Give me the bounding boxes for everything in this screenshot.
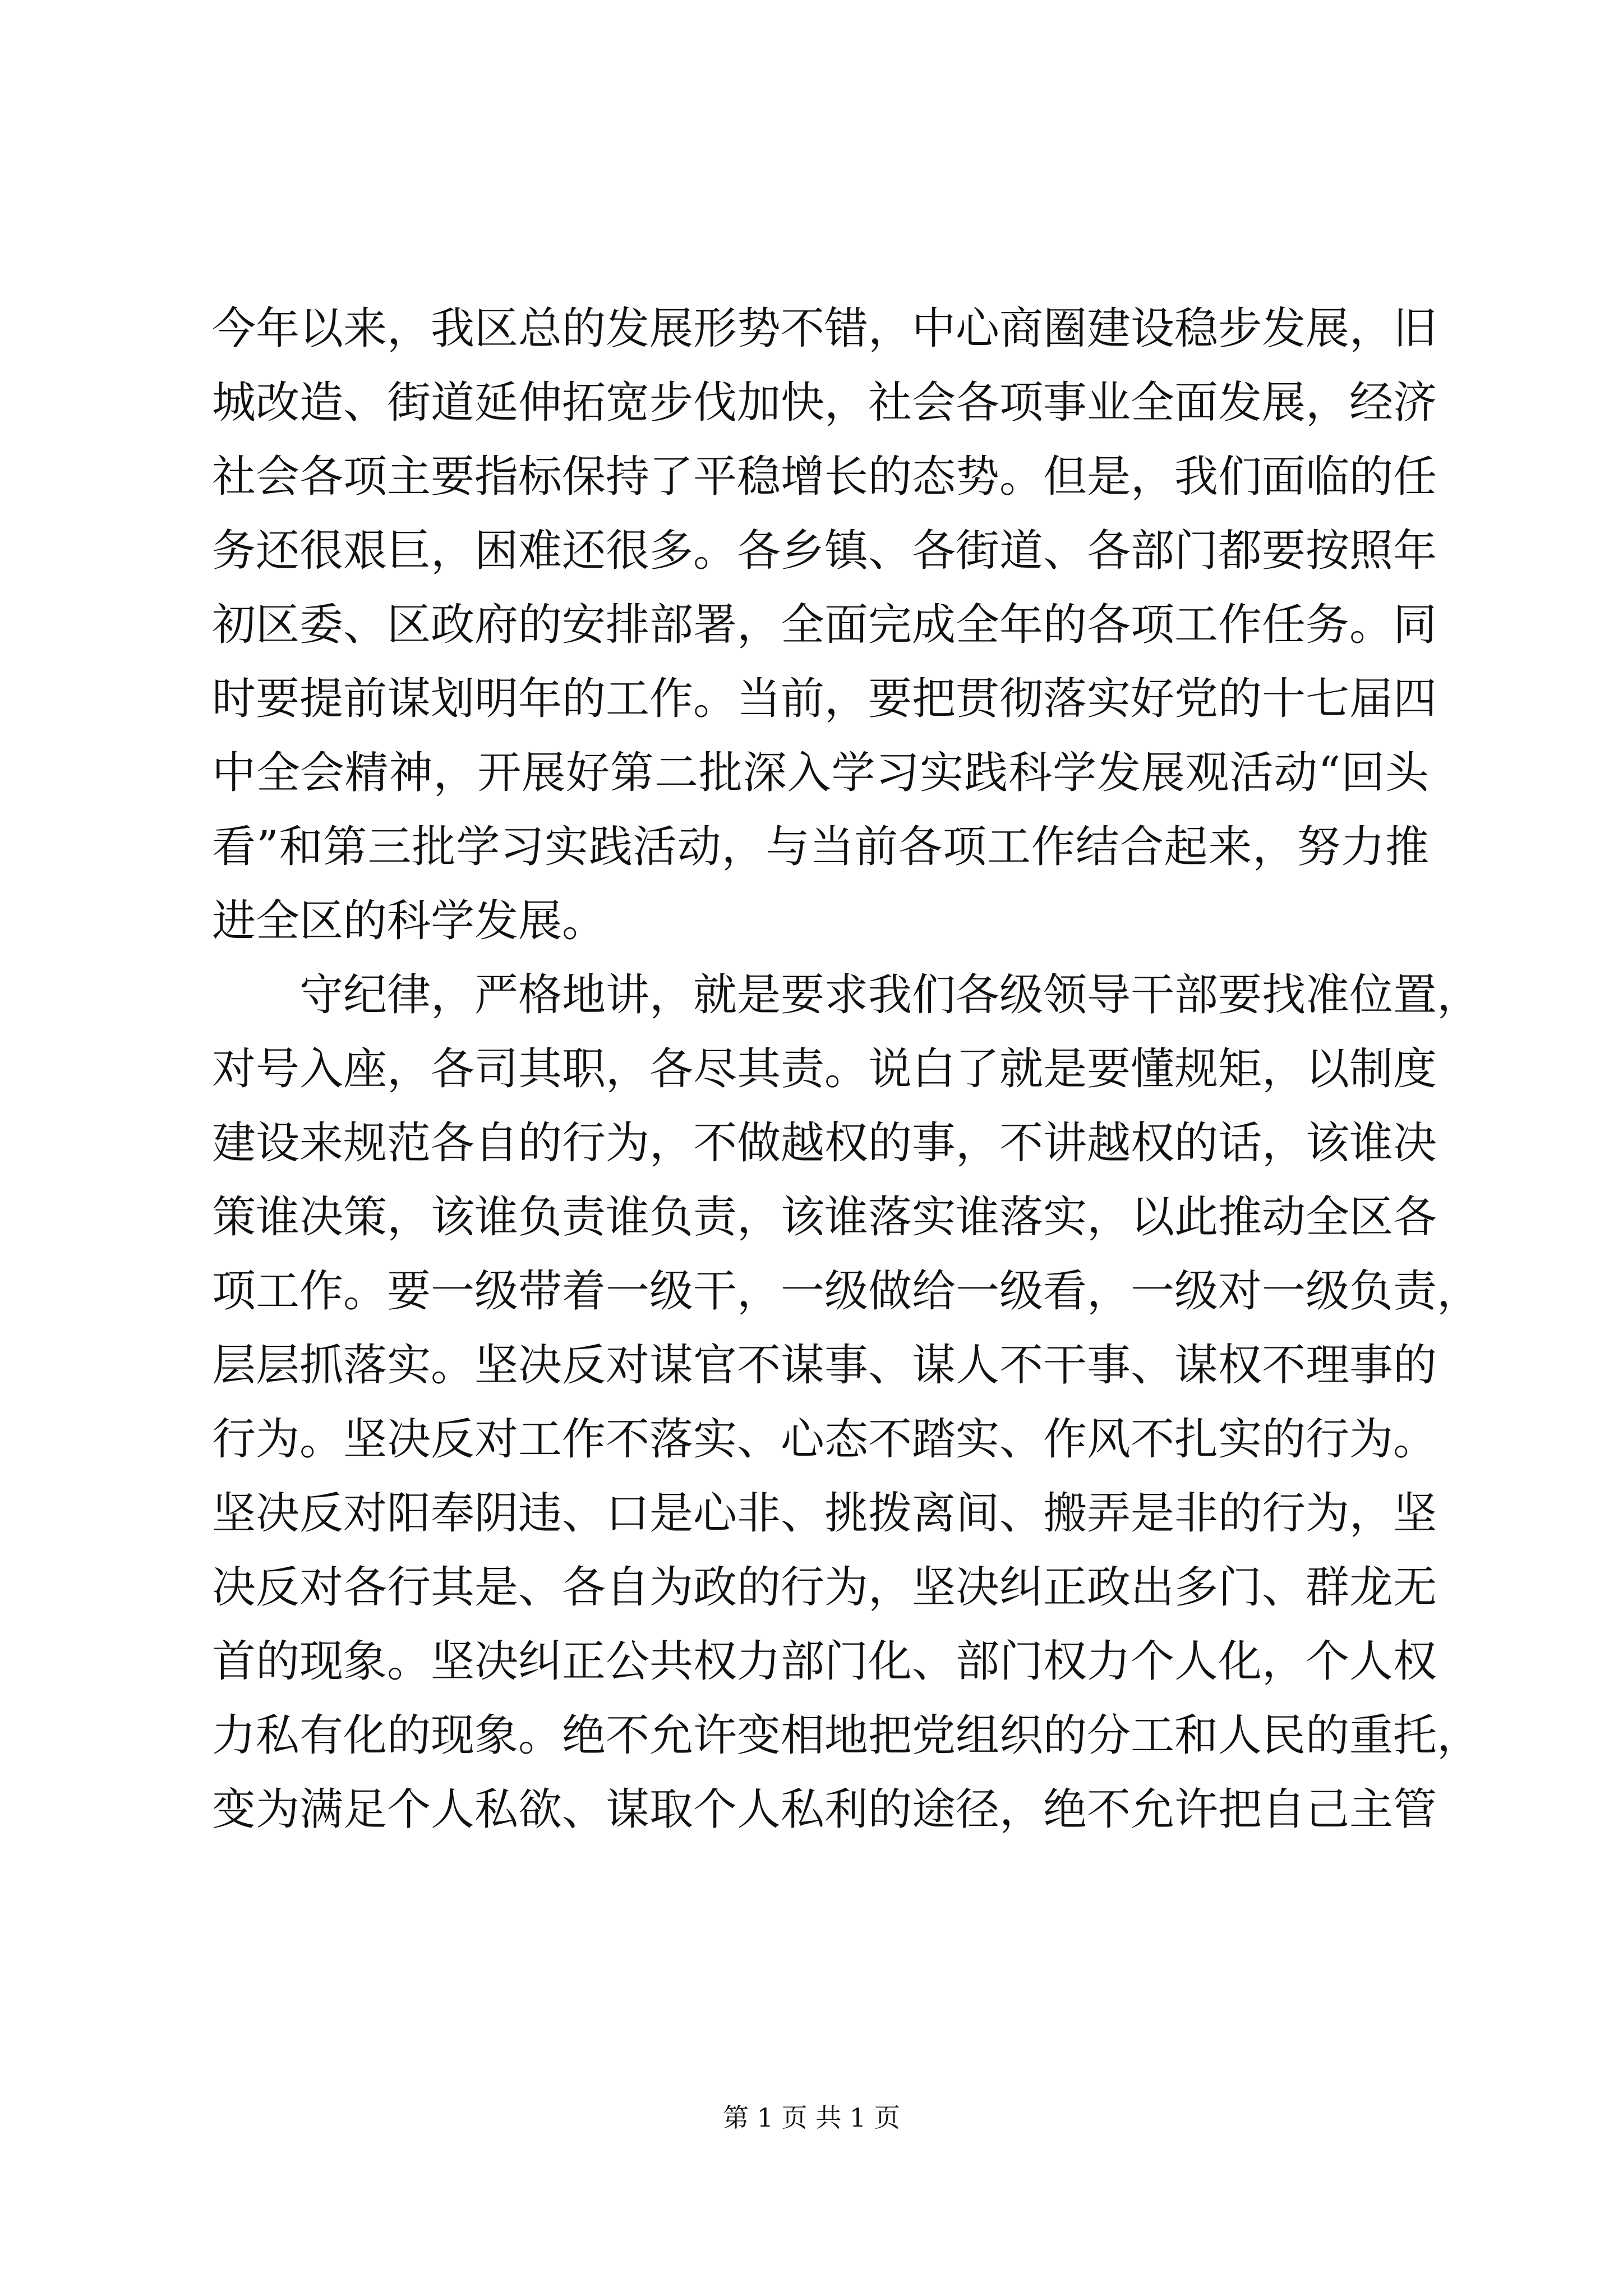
paragraph-line: 时要提前谋划明年的工作。当前，要把贯彻落实好党的十七届四	[212, 674, 1437, 724]
paragraph-line: 建设来规范各自的行为，不做越权的事，不讲越权的话，该谁决	[212, 1118, 1437, 1168]
paragraph-line: 坚决反对阳奉阴违、口是心非、挑拨离间、搬弄是非的行为，坚	[212, 1488, 1437, 1539]
paragraph-line: 城改造、街道延伸拓宽步伐加快，社会各项事业全面发展，经济	[212, 378, 1437, 428]
paragraph-line: 中全会精神，开展好第二批深入学习实践科学发展观活动“回头	[212, 748, 1429, 798]
paragraph-line: 首的现象。坚决纠正公共权力部门化、部门权力个人化，个人权	[212, 1636, 1437, 1687]
paragraph-line: 决反对各行其是、各自为政的行为，坚决纠正政出多门、群龙无	[212, 1562, 1437, 1613]
page-number-footer: 第 1 页 共 1 页	[723, 2102, 900, 2133]
paragraph-line: 看”和第三批学习实践活动，与当前各项工作结合起来，努力推	[212, 822, 1429, 872]
paragraph-2	[212, 958, 1481, 1847]
paragraph-line: 守纪律，严格地讲，就是要求我们各级领导干部要找准位置，	[299, 970, 1481, 1020]
paragraph-line: 对号入座，各司其职，各尽其责。说白了就是要懂规矩，以制度	[212, 1044, 1437, 1094]
paragraph-line: 层层抓落实。坚决反对谋官不谋事、谋人不干事、谋权不理事的	[212, 1340, 1437, 1391]
document-body	[212, 292, 1481, 1847]
paragraph-line: 力私有化的现象。绝不允许变相地把党组织的分工和人民的重托，	[212, 1710, 1481, 1761]
paragraph-line: 进全区的科学发展。	[212, 896, 606, 946]
paragraph-line: 项工作。要一级带着一级干，一级做给一级看，一级对一级负责，	[212, 1266, 1481, 1317]
paragraph-line: 社会各项主要指标保持了平稳增长的态势。但是，我们面临的任	[212, 452, 1437, 502]
paragraph-line: 务还很艰巨，困难还很多。各乡镇、各街道、各部门都要按照年	[212, 526, 1437, 576]
paragraph-line: 行为。坚决反对工作不落实、心态不踏实、作风不扎实的行为。	[212, 1414, 1437, 1465]
paragraph-line: 变为满足个人私欲、谋取个人私利的途径，绝不允许把自己主管	[212, 1784, 1437, 1835]
paragraph-1	[212, 292, 1437, 958]
paragraph-line: 初区委、区政府的安排部署，全面完成全年的各项工作任务。同	[212, 600, 1437, 650]
paragraph-line: 策谁决策，该谁负责谁负责，该谁落实谁落实，以此推动全区各	[212, 1192, 1437, 1243]
paragraph-line: 今年以来，我区总的发展形势不错，中心商圈建设稳步发展，旧	[212, 303, 1437, 354]
